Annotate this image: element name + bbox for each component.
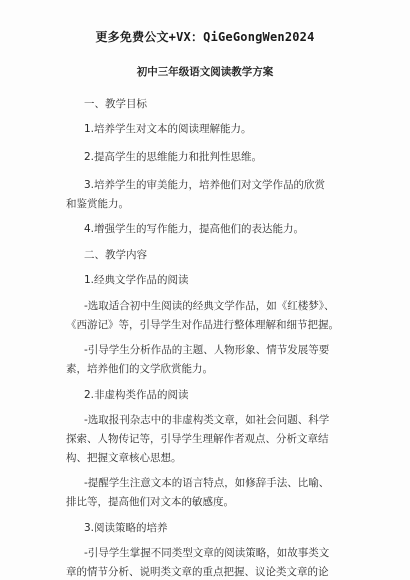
paragraph-line: -提醒学生注意文本的语言特点，如修辞手法、比喻、 <box>84 477 330 489</box>
subsection-heading: 3.阅读策略的培养 <box>84 522 168 534</box>
document-title: 初中三年级语文阅读教学方案 <box>136 66 274 78</box>
paragraph-line: 2.提高学生的思维能力和批判性思维。 <box>84 151 263 163</box>
subsection-heading: 1.经典文学作品的阅读 <box>84 274 189 286</box>
paragraph-line: 排比等，提高他们对文本的敏感度。 <box>66 496 234 508</box>
paragraph-line: -引导学生掌握不同类型文章的阅读策略，如故事类文 <box>84 547 330 559</box>
paragraph-line: -选取适合初中生阅读的经典文学作品，如《红楼梦》、 <box>84 300 335 312</box>
paragraph-line: 4.增强学生的写作能力，提高他们的表达能力。 <box>84 223 305 235</box>
paragraph-line: 素，培养他们的文学欣赏能力。 <box>66 363 213 375</box>
paragraph-line: 章的情节分析、说明类文章的重点把握、议论类文章的论 <box>66 566 329 578</box>
paragraph-line: -选取报刊杂志中的非虚构类文章，如社会问题、科学 <box>84 414 330 426</box>
paragraph-line: -引导学生分析作品的主题、人物形象、情节发展等要 <box>84 344 330 356</box>
section-heading: 一、教学目标 <box>84 98 147 110</box>
promo-banner: 更多免费公文+VX：QiGeGongWen2024 <box>95 30 315 44</box>
subsection-heading: 2.非虚构类作品的阅读 <box>84 389 189 401</box>
paragraph-line: 和鉴赏能力。 <box>66 198 129 210</box>
paragraph-line: 1.培养学生对文本的阅读理解能力。 <box>84 123 252 135</box>
paragraph-line: 《西游记》等，引导学生对作品进行整体理解和细节把握。 <box>66 319 339 331</box>
paragraph-line: 探索、人物传记等，引导学生理解作者观点、分析文章结 <box>66 433 329 445</box>
section-heading: 二、教学内容 <box>84 249 147 261</box>
paragraph-line: 3.培养学生的审美能力，培养他们对文学作品的欣赏 <box>84 179 326 191</box>
paragraph-line: 构、把握文章核心思想。 <box>66 452 182 464</box>
